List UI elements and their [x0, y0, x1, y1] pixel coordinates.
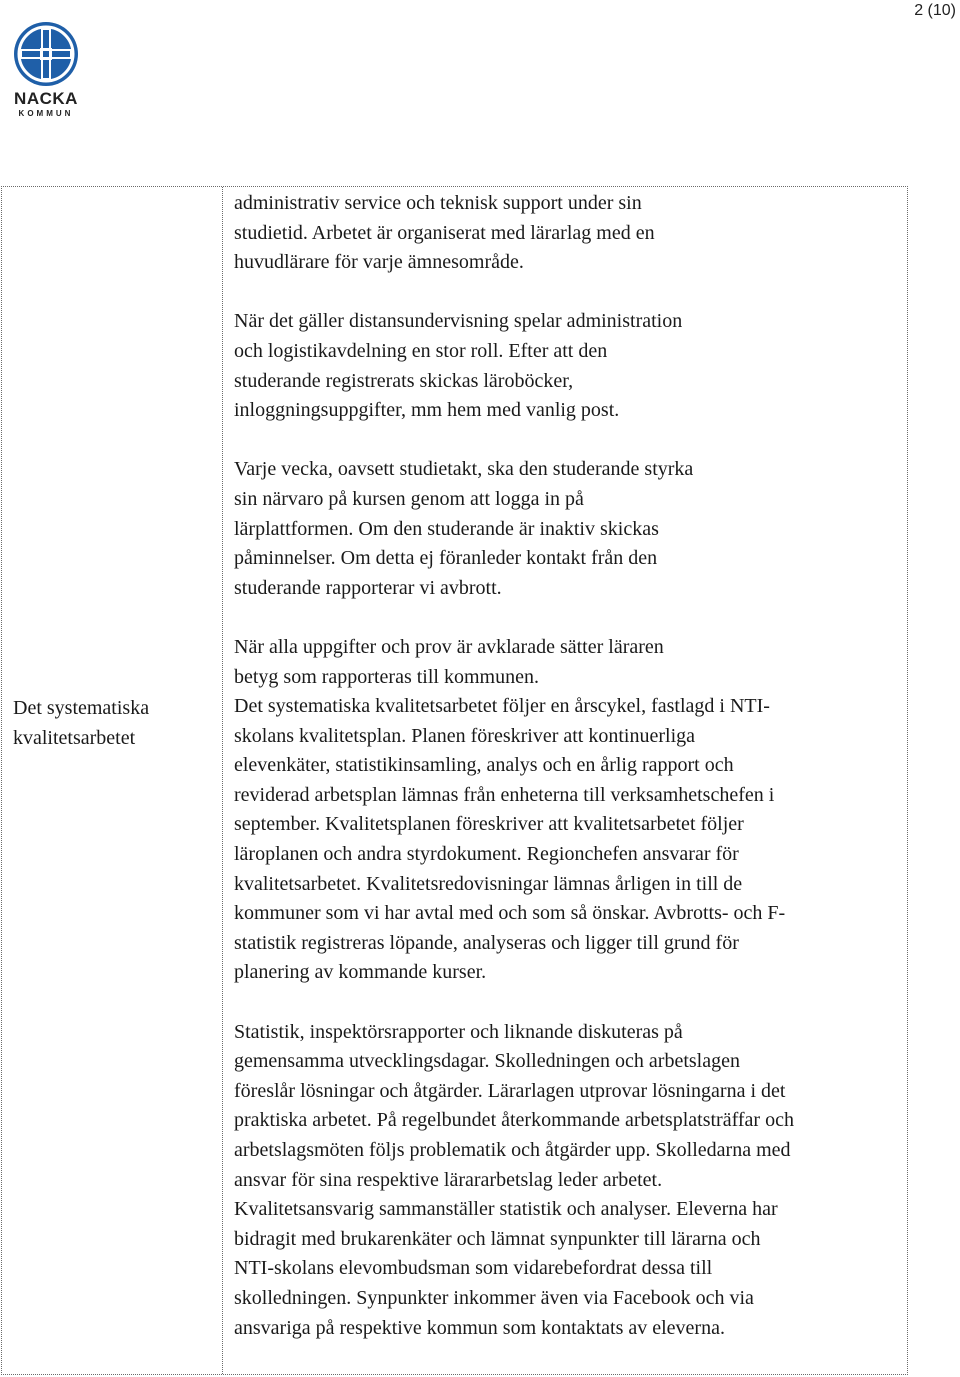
text-line: sin närvaro på kursen genom att logga in på [234, 487, 584, 510]
paragraph [234, 633, 902, 692]
row-label-line: Det systematiska [13, 697, 150, 719]
text-line: betyg som rapporteras till kommunen. [234, 665, 539, 688]
row-label-line: kvalitetsarbetet [13, 726, 136, 749]
text-line: Statistik, inspektörsrapporter och liknande diskuteras på [234, 1020, 683, 1043]
text-line: kvalitetsarbetet. Kvalitetsredovisningar lämnas årligen in till de [234, 872, 743, 895]
paragraph [234, 1018, 902, 1344]
text-line: praktiska arbetet. På regelbundet återkommande arbetsplatsträffar och [234, 1109, 794, 1132]
text-line: föreslår lösningar och åtgärder. Lärarlagen utprovar lösningarna i det [234, 1079, 786, 1102]
text-line: huvudlärare för varje ämnesområde. [234, 251, 524, 274]
content-column [234, 189, 902, 1343]
text-line: Kvalitetsansvarig sammanställer statistik och analyser. Eleverna har [234, 1198, 778, 1221]
paragraph [234, 455, 902, 603]
text-line: planering av kommande kurser. [234, 961, 487, 984]
text-line: Varje vecka, oavsett studietakt, ska den studerande styrka [234, 458, 694, 481]
text-line: Det systematiska kvalitetsarbetet följer en årscykel, fastlagd i NTI- [234, 695, 770, 718]
column-divider [222, 187, 223, 1374]
text-line: och logistikavdelning en stor roll. Efter att den [234, 339, 608, 362]
paragraph [234, 307, 902, 425]
text-line: bidragit med brukarenkäter och lämnat synpunkter till lärarna och [234, 1227, 761, 1250]
content-table [1, 186, 908, 1375]
text-line: kommuner som vi har avtal med och som så önskar. Avbrotts- och F- [234, 902, 786, 925]
nacka-cross-emblem-icon [10, 20, 82, 88]
text-line: NTI-skolans elevombudsman som vidarebefordrat dessa till [234, 1257, 713, 1280]
text-line: reviderad arbetsplan lämnas från enheterna till verksamhetschefen i [234, 783, 775, 806]
paragraph [234, 692, 902, 988]
text-line: påminnelser. Om detta ej föranleder kontakt från den [234, 547, 658, 570]
nacka-kommun-logo [10, 20, 82, 120]
page-number: 2 (10) [914, 2, 956, 19]
text-line: ansvariga på respektive kommun som kontaktats av eleverna. [234, 1316, 725, 1339]
text-line: läroplanen och andra styrdokument. Regionchefen ansvarar för [234, 843, 739, 866]
text-line: skolledningen. Synpunkter inkommer även via Facebook och via [234, 1286, 754, 1309]
text-line: skolans kvalitetsplan. Planen föreskriver att kontinuerliga [234, 724, 695, 747]
text-line: studietid. Arbetet är organiserat med lärarlag med en [234, 221, 655, 244]
logo-subtitle: KOMMUN [18, 109, 74, 118]
text-line: studerande rapporterar vi avbrott. [234, 576, 502, 599]
logo-name: NACKA [14, 89, 78, 108]
text-line: När det gäller distansundervisning spelar administration [234, 310, 683, 333]
text-line: ansvar för sina respektive lärararbetslag leder arbetet. [234, 1168, 663, 1191]
paragraph [234, 189, 902, 278]
text-line: lärplattformen. Om den studerande är inaktiv skickas [234, 517, 659, 540]
text-line: administrativ service och teknisk support under sin [234, 192, 642, 214]
text-line: september. Kvalitetsplanen föreskriver att kvalitetsarbetet följer [234, 813, 744, 836]
text-line: arbetslagsmöten följs problematik och åtgärder upp. Skolledarna med [234, 1139, 791, 1161]
row-label [13, 694, 213, 753]
text-line: elevenkäter, statistikinsamling, analys och en årlig rapport och [234, 754, 734, 777]
text-line: studerande registrerats skickas läroböcker, [234, 369, 574, 392]
text-line: gemensamma utvecklingsdagar. Skolledningen och arbetslagen [234, 1050, 740, 1073]
text-line: inloggningsuppgifter, mm hem med vanlig post. [234, 399, 620, 422]
text-line: När alla uppgifter och prov är avklarade sätter läraren [234, 635, 664, 658]
text-line: statistik registreras löpande, analyseras och ligger till grund för [234, 931, 739, 954]
